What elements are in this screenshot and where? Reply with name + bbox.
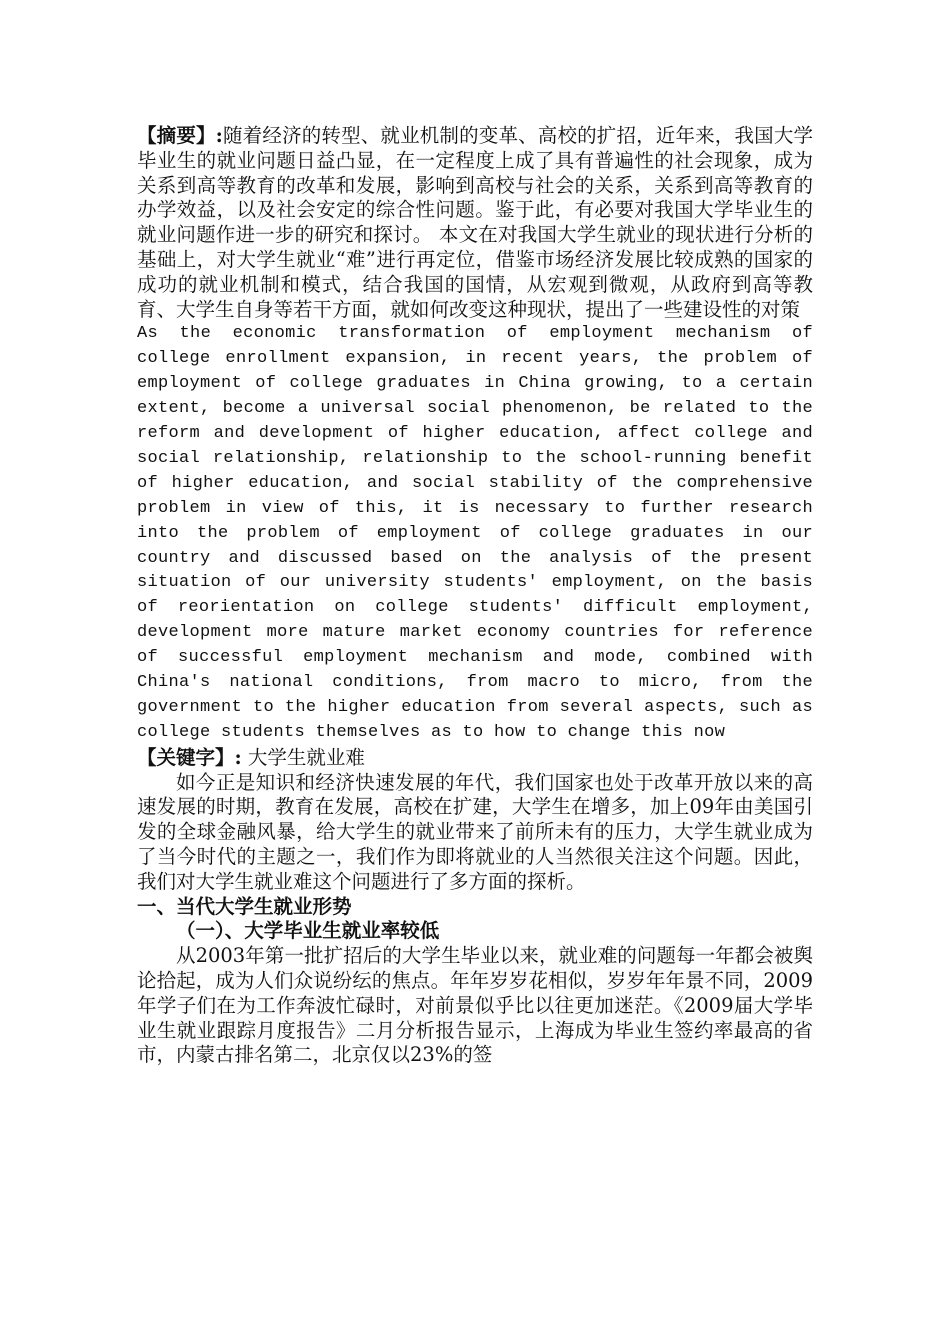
document-page (137, 124, 813, 1068)
abstract-label: 【摘要】: (137, 124, 223, 147)
abstract-cn (137, 124, 813, 322)
keywords-value: 大学生就业难 (247, 745, 365, 769)
abstract-text-en: As the economic transformation of employment mechanism of college enrollment expansion, in recent years, the problem of employment of college graduates in China growing, to a certain extent, become a universal social phenomenon, be related to the reform and development of higher education, affect college and social relationship, relationship to the school-running benefit of higher education, and social stability of the comprehensive problem in view of this, it is necessary to further research into the problem of employment of college graduates in our country and discussed based on the analysis of the present situation of our university students′ employment, on the basis of reorientation on college students′ difficult employment, development more mature market economy countries for reference of successful employment mechanism and mode, combined with China′s national conditions, from macro to micro, from the government to the higher education from several aspects, such as college students themselves as to how to change this now (137, 324, 813, 742)
keywords-line (137, 746, 813, 771)
intro-paragraph: 如今正是知识和经济快速发展的年代，我们国家也处于改革开放以来的高速发展的时期，教育在发展，高校在扩建，大学生在增多，加上09年由美国引发的全球金融风暴，给大学生的就业带来了前所未有的压力，大学生就业成为了当今时代的主题之一，我们作为即将就业的人当然很关注这个问题。因此，我们对大学生就业难这个问题进行了多方面的探析。 (137, 770, 813, 893)
abstract-text-cn: 随着经济的转型、就业机制的变革、高校的扩招，近年来，我国大学毕业生的就业问题日益凸显，在一定程度上成了具有普遍性的社会现象，成为关系到高等教育的改革和发展，影响到高校与社会的关系，关系到高等教育的办学效益，以及社会安定的综合性问题。鉴于此，有必要对我国大学毕业生的就业问题作进一步的研究和探讨。 本文在对我国大学生就业的现状进行分析的基础上，对大学生就业“难”进行再定位，借鉴市场经济发展比较成熟的国家的成功的就业机制和模式，结合我国的国情，从宏观到微观，从政府到高等教育、大学生自身等若干方面，就如何改变这种现状，提出了一些建设性的对策 (137, 124, 813, 321)
section-heading: 一、当代大学生就业形势 (137, 894, 352, 918)
subsection-paragraph: 从2003年第一批扩招后的大学生毕业以来，就业难的问题每一年都会被舆论拾起，成为人们众说纷纭的焦点。年年岁岁花相似，岁岁年年景不同，2009年学子们在为工作奔波忙碌时，对前景似乎比以往更加迷茫。《2009届大学毕业生就业跟踪月度报告》二月分析报告显示，上海成为毕业生签约率最高的省市，内蒙古排名第二，北京仅以23%的签 (137, 944, 813, 1067)
subsection-heading: （一）、大学毕业生就业率较低 (176, 919, 440, 943)
keywords-label: 【关键字】: (137, 745, 242, 769)
